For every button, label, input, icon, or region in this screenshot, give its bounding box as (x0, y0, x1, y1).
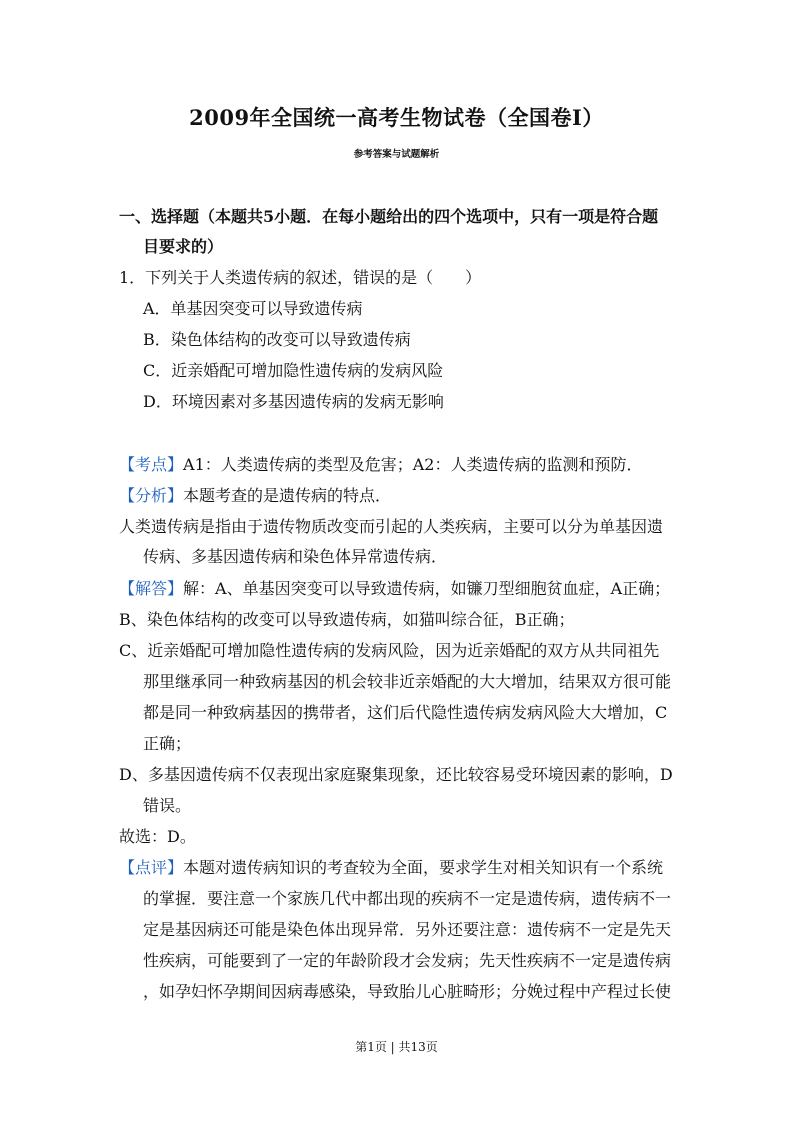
option-a: A．单基因突变可以导致遗传病 (143, 299, 363, 318)
jieda-line5: 都是同一种致病基因的携带者，这们后代隐性遗传病发病风险大大增加，C (143, 703, 668, 722)
fenxi-line3: 传病、多基因遗传病和染色体异常遗传病． (143, 547, 448, 566)
dianping-line1: 本题对遗传病知识的考查较为全面，要求学生对相关知识有一个系统 (183, 858, 664, 877)
fenxi-line2: 人类遗传病是指由于遗传物质改变而引起的人类疾病，主要可以分为单基因遗 (119, 517, 664, 536)
jieda-answer: 故选：D。 (119, 827, 196, 846)
dianping-line2: 的掌握．要注意一个家族几代中都出现的疾病不一定是遗传病，遗传病不一 (143, 889, 672, 908)
kaodian-text: A1：人类遗传病的类型及危害；A2：人类遗传病的监测和预防． (183, 455, 643, 474)
jieda-line1: 解：A、单基因突变可以导致遗传病，如镰刀型细胞贫血症，A正确； (183, 579, 671, 598)
dianping-line4: 性疾病，可能要到了一定的年龄阶段才会发病；先天性疾病不一定是遗传病 (143, 951, 672, 970)
jieda-line3: C、近亲婚配可增加隐性遗传病的发病风险，因为近亲婚配的双方从共同祖先 (119, 641, 660, 660)
fenxi-text: 本题考查的是遗传病的特点． (183, 486, 392, 505)
dianping-tag: 【点评】 (119, 858, 184, 877)
option-b: B．染色体结构的改变可以导致遗传病 (143, 330, 411, 349)
page-title: 2009年全国统一高考生物试卷（全国卷I） (189, 105, 604, 130)
option-d: D．环境因素对多基因遗传病的发病无影响 (143, 392, 444, 411)
jieda-line2: B、染色体结构的改变可以导致遗传病，如猫叫综合征，B正确； (119, 610, 575, 629)
section-heading-line1: 一、选择题（本题共5小题．在每小题给出的四个选项中，只有一项是符合题 (119, 207, 659, 226)
fenxi-tag: 【分析】 (119, 486, 184, 505)
page-subtitle: 参考答案与试题解析 (353, 149, 440, 160)
dianping-line3: 定是基因病还可能是染色体出现异常．另外还要注意：遗传病不一定是先天 (143, 920, 672, 939)
jieda-paragraph (119, 578, 670, 600)
jieda-tag: 【解答】 (119, 579, 184, 598)
dianping-line5: ，如孕妇怀孕期间因病毒感染，导致胎儿心脏畸形；分娩过程中产程过长使 (143, 982, 672, 1001)
page-footer: 第1页 | 共13页 (355, 1040, 438, 1054)
kaodian-paragraph (119, 454, 643, 476)
jieda-line7: D、多基因遗传病不仅表现出家庭聚集现象，还比较容易受环境因素的影响，D (119, 765, 673, 784)
jieda-line8: 错误。 (143, 796, 192, 815)
question-stem: 1．下列关于人类遗传病的叙述，错误的是（ ） (119, 268, 482, 287)
section-heading-line2: 目要求的） (143, 237, 224, 256)
jieda-line6: 正确； (143, 734, 192, 753)
option-c: C．近亲婚配可增加隐性遗传病的发病风险 (143, 361, 444, 380)
jieda-line4: 那里继承同一种致病基因的机会较非近亲婚配的大大增加，结果双方很可能 (143, 672, 672, 691)
kaodian-tag: 【考点】 (119, 455, 184, 474)
dianping-paragraph (119, 857, 663, 879)
fenxi-paragraph (119, 485, 391, 507)
